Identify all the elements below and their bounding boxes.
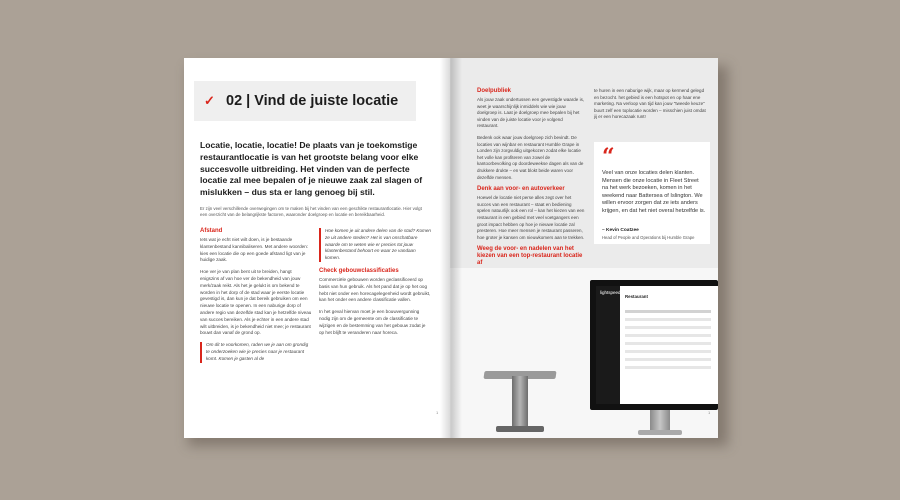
afstand-paragraph-1: Iets wat je echt niet wilt doen, is je bestaande klantenbestand kannibaliseren. Met andere woorden: kies een locatie die op een goede afstand ligt van je huidige zaak. — [200, 237, 309, 263]
check-paragraph-2: In het geval hiervan moet je een bouwvergunning nodig zijn om de gemeente om de classificatie te wijzigen en de bestemming van het gebouw zodat je op het blijft te veranderen naar horeca. — [319, 309, 426, 335]
afstand-paragraph-2: Hoe ver je van plan bent uit te breiden, hangt enigszins af van hoe ver de bekendheid van jouw merk/zaak reikt. Als het je gelukt is om bekend te worden in het dorp of de stad waar je eerste locatie gevestigd is, dan kun je dat bereik gebruiken om een nieuwe locatie te openen. In een naburige dorp of andere regio van dezelfde stad kan je hetzelfde niveau van succes bereiken. Als je echter in een andere stad wilt uitbreiden, is je bekendheid niet mee; je restaurant bouwt dan vanaf de grond op. — [200, 269, 312, 336]
check-heading: Check gebouwclassificaties — [319, 267, 399, 274]
right-second-column — [594, 88, 706, 126]
lead-paragraph: Locatie, locatie, locatie! De plaats van je toekomstige restaurantlocatie is van het grootste belang voor elke succesvolle uitbreiding. Het vinden van de perfecte locatie zal mee bepalen of je nieuwe zaak zal slagen of mislukken – dus sta er lang genoeg bij stil. — [200, 140, 423, 198]
screen-sidebar — [596, 286, 620, 404]
screen-row — [625, 318, 711, 321]
quote-text: Veel van onze locaties delen klanten. Mensen die onze locatie in Fleet Street na het werk bezoeken, komen in het weekend naar Battersea of Islington. We willen ervoor zorgen dat ze iets anders krijgen, en dat het niet overal hetzelfde is. — [602, 170, 706, 214]
page-number: 1 — [436, 410, 439, 415]
doelpubliek-paragraph-2: Bedenk ook waar jouw doelgroep zich bevindt. De locaties van wijnbar en restaurant Humble Grape in Londen zijn zorgvuldig uitgekozen zodat elke locatie het volle kan profiteren van zowel de kantoorbevolking op doordeweekse dagen als van de drukkere drukte – en wat blokt beide waren voor dezelfde mensen. — [477, 134, 584, 180]
quote-role: Head of People and Operations bij Humble Grape — [602, 235, 695, 240]
denk-heading: Denk aan voor- en autoverkeer — [477, 186, 565, 193]
page-number: 1 — [708, 410, 711, 415]
right-page — [450, 58, 718, 438]
screen-row — [625, 310, 711, 313]
quote-mark-icon: “ — [602, 144, 615, 170]
pos-terminal-stand — [512, 376, 528, 431]
title-box — [194, 81, 416, 121]
monitor-stand — [650, 410, 670, 432]
quote-author: – Kevin Coatzee — [602, 228, 639, 233]
doelpubliek-heading: Doelpubliek — [477, 88, 512, 94]
screen-row — [625, 326, 711, 329]
checkmark-icon: ✓ — [204, 93, 215, 108]
screen-row — [625, 342, 711, 345]
screen-row — [625, 350, 711, 353]
pos-terminal-base — [496, 426, 544, 432]
afstand-callout: Om dit te voorkomen, raden we je aan om grondig te onderzoeken wie je precies naar je restaurant komt. Komen je gasten al de — [200, 342, 312, 362]
screen-logo: lightspeed — [600, 290, 621, 295]
doelpubliek-paragraph-1: Als jouw zaak ondertussen een gevestigde waarde is, weet je waarschijnlijk inmiddels wie wie jouw doelgroep is. Laat je doelgroep mee bepalen bij het vinden van de juiste locatie voor je volgend restaurant. — [477, 97, 585, 129]
left-column — [200, 228, 312, 369]
right-column — [319, 228, 431, 341]
weeg-heading: Weeg de voor- en nadelen van het kiezen van een top-restaurant locatie af — [477, 246, 583, 267]
check-paragraph-1: Commerciële gebouwen worden geclassificeerd op basis van hun gebruik. Als het pand dat je op het oog hebt niet onder een horecagelegenheid wordt gebruikt, kan het onder een andere classificatie vallen. — [319, 276, 431, 303]
intro-paragraph: Er zijn veel verschillende overwegingen om te maken bij het vinden van een geschikte restaurantlocatie. Hier volgt een overzicht van de belangrijkste factoren, waaronder doelgroep en locatie en bereikbaarheid. — [200, 206, 422, 217]
column-callout: Hoe komen je uit andere delen van de stad? Komen ze uit andere steden? Het is van onschatbare waarde om te weten wie er precies tot jouw klantenbestand behoort en waar ze vandaan komen. — [319, 228, 431, 262]
left-page — [184, 58, 450, 438]
page-title: 02 | Vind de juiste locatie — [226, 93, 399, 109]
monitor-stand-base — [638, 430, 682, 435]
screen-row — [625, 334, 711, 337]
continuation-paragraph: te huren in een naburige wijk, maar op kermend gelegd en bezocht. het gebied is een hotspot en op haar ene marketing. Na verloop van tijd kan jouw "tweede keuze" buurt zelf een toplocatie worden – misschien juist omdat jij er een horecazaak runt! — [594, 88, 706, 120]
screen-row — [625, 358, 711, 361]
afstand-heading: Afstand — [200, 228, 223, 234]
screen-title: Restaurant — [625, 294, 648, 299]
denk-paragraph: Hoewel de locatie niet perse alles zegt over het succes van een restaurant – staat en bediening spelen natuurlijk ook een rol – kan het kiezen van een restaurant in een gebied met veel voetgangers een groot impact hebben op hoe je nieuwe locatie zal presteren. Hoe meer mensen je restaurant passeren, hoe groter je kansen om nieuwkomers aan te trekken. — [477, 195, 585, 240]
screen-row — [625, 366, 711, 369]
quote-card — [594, 142, 710, 244]
book-gutter — [440, 58, 462, 438]
